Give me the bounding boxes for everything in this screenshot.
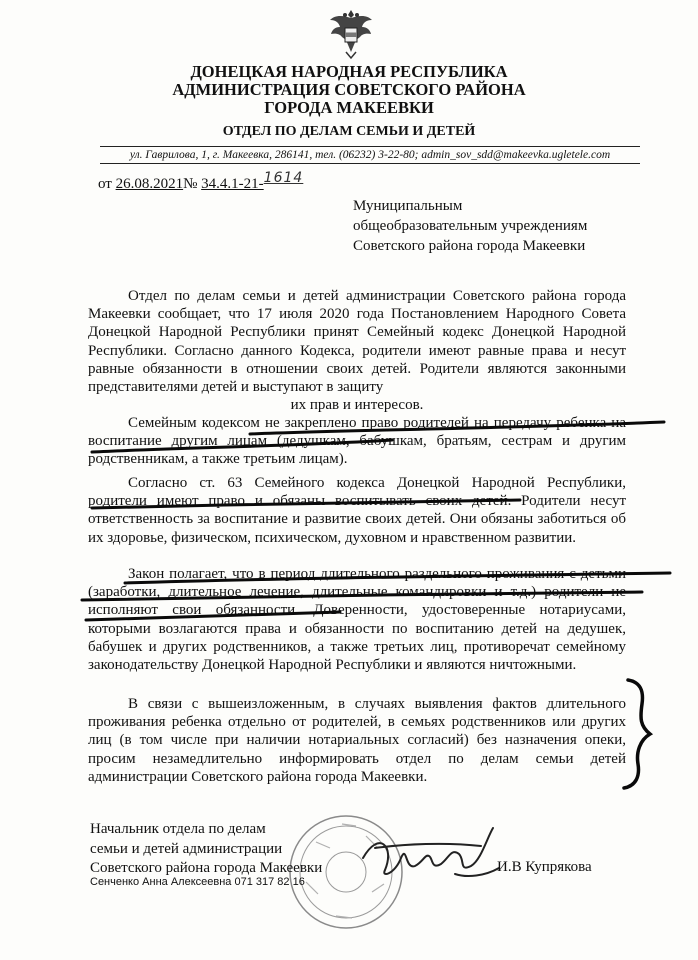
signer-title-block — [90, 820, 322, 879]
ref-from-label: от — [98, 176, 112, 192]
signer-line-2: семьи и детей администрации — [90, 840, 283, 857]
executor-contact: Сенченко Анна Алексеевна 071 317 82 16 — [90, 876, 305, 888]
handwritten-signature — [355, 818, 505, 898]
paragraph-3 — [88, 474, 626, 547]
paragraph-1-text: Отдел по делам семьи и детей администрации Советского района города Макеевки сообщает, что 17 июля 2020 года Постановлением Народного Совета Донецкой Народной Республики принят Семейный кодекс Донецкой Народной Республики. Согласно данного Кодекса, родители имеют равные права и несут равные обязанности в отношении своих детей. Родители являются законными представителями детей и выступают в защиту — [88, 288, 626, 396]
header-rule-bottom — [100, 163, 640, 164]
recipient-line-1: Муниципальным — [353, 198, 463, 214]
header-address: ул. Гаврилова, 1, г. Макеевка, 286141, тел. (06232) 3-22-80; admin_sov_sdd@makeevka.ugletele.com — [129, 149, 611, 161]
header-city: ГОРОДА МАКЕЕВКИ — [264, 98, 434, 117]
header-republic: ДОНЕЦКАЯ НАРОДНАЯ РЕСПУБЛИКА — [190, 62, 508, 81]
recipient-line-2: общеобразовательным учреждениям — [353, 218, 588, 234]
ref-date: 26.08.2021 — [115, 176, 184, 192]
paragraph-1-last-line: их прав и интересов. — [290, 397, 424, 414]
marker-bracket — [624, 680, 650, 788]
signer-line-3: Советского района города Макеевки — [90, 860, 323, 876]
paragraph-2 — [88, 414, 626, 469]
paragraph-3-text: Согласно ст. 63 Семейного кодекса Донецкой Народной Республики, родители имеют право и обязаны воспитывать своих детей. Родители несут ответственность за воспитание и развитие своих детей. Они обязаны заботиться об их здоровье, физическом, психическом, духовном и нравственном развитии. — [88, 475, 626, 546]
ref-handwritten-number: 1614 — [263, 170, 304, 186]
header-department: ОТДЕЛ ПО ДЕЛАМ СЕМЬИ И ДЕТЕЙ — [222, 124, 476, 139]
signer-name: И.В Купрякова — [497, 859, 592, 875]
paragraph-1 — [88, 287, 626, 414]
paragraph-5 — [88, 695, 626, 786]
coat-of-arms-emblem — [326, 6, 376, 60]
recipient-line-3: Советского района города Макеевки — [353, 238, 586, 254]
reference-line — [98, 170, 304, 193]
paragraph-4 — [88, 565, 626, 674]
ref-number-label: № — [183, 176, 198, 192]
paragraph-4-text: Закон полагает, что в период длительного раздельного проживания с детьми (заработки, длительное лечение, длительные командировки и т.д.) родители не исполняют свои обязанности. Доверенности, удостоверенные нотариусами, которыми возлагаются права и обязанности по воспитанию детей на дедушек, бабушек и других родственников, а также третьих лиц, противоречат семейному законодательству Донецкой Народной Республики и являются ничтожными. — [88, 566, 626, 674]
recipient-block — [353, 196, 587, 256]
signer-line-1: Начальник отдела по делам — [90, 821, 266, 837]
paragraph-5-text: В связи с вышеизложенным, в случаях выявления фактов длительного проживания ребенка отдельно от родителей, в семьях родственников или других лиц (в том числе при наличии нотариальных согласий) без назначения опеки, просим незамедлительно информировать отдел по делам семьи детей администрации Советского района города Макеевки. — [88, 696, 626, 785]
paragraph-2-text: Семейным кодексом не закреплено право родителей на передачу ребенка на воспитание другим лицам (дедушкам, бабушкам, братьям, сестрам и другим родственникам, а также третьим лицам). — [88, 415, 626, 468]
header-administration: АДМИНИСТРАЦИЯ СОВЕТСКОГО РАЙОНА — [172, 80, 526, 99]
ref-number: 34.4.1-21- — [201, 176, 264, 192]
